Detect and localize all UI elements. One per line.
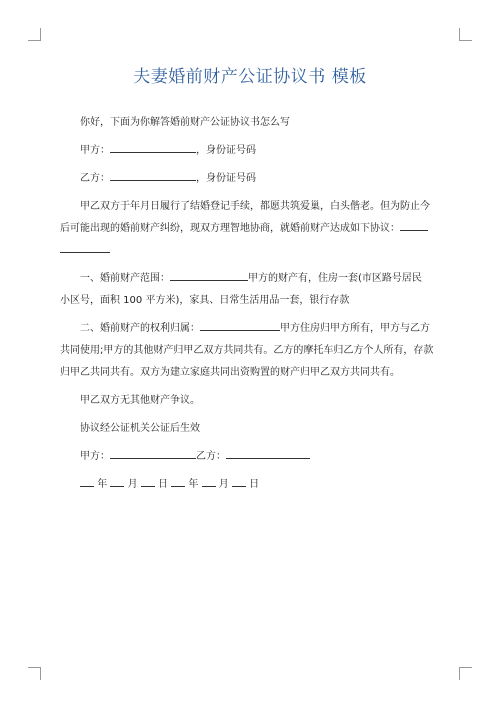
- party-a-name-blank: [110, 141, 196, 153]
- document-title: 夫妻婚前财产公证协议书 模板: [133, 67, 367, 87]
- date-2-year-blank: [171, 475, 185, 487]
- party-b-id-label: ，身份证号码: [196, 173, 256, 184]
- clause-2-line-3: 归甲乙共同共有。双方为建立家庭共同出资购置的财产归甲乙双方共同共有。: [60, 367, 400, 378]
- date-1-year-blank: [80, 475, 94, 487]
- clause-2-line-1: 甲方住房归甲方所有，甲方与乙方: [280, 323, 430, 334]
- signature-party-b-blank: [226, 447, 310, 459]
- document-body: [60, 112, 440, 496]
- clause-2-paragraph: [60, 318, 440, 384]
- date-line: [60, 474, 440, 496]
- clause-1-paragraph: [60, 268, 440, 312]
- date-1-day-label: 日: [157, 479, 168, 490]
- intro-line-2: 后可能出现的婚前财产纠纷，现双方理智地协商，就婚前财产达成如下协议：: [60, 223, 400, 234]
- date-2-year-label: 年: [188, 479, 199, 490]
- signature-line: [60, 446, 440, 468]
- party-a-line: [60, 140, 440, 162]
- date-1-month-label: 月: [127, 479, 138, 490]
- no-dispute-paragraph: [60, 390, 440, 412]
- clause-2-blank: [200, 319, 280, 331]
- greeting-text: 你好，下面为你解答婚前财产公证协议书怎么写: [80, 117, 290, 128]
- signature-party-a-label: 甲方：: [80, 451, 110, 462]
- crop-mark-bottom-right: [459, 667, 472, 680]
- date-2-day-blank: [232, 475, 246, 487]
- effective-paragraph: [60, 418, 440, 440]
- greeting-paragraph: [60, 112, 440, 134]
- signature-party-b-label: 乙方：: [196, 451, 226, 462]
- intro-blank-1: [400, 219, 428, 231]
- party-b-name-blank: [110, 169, 196, 181]
- date-2-day-label: 日: [249, 479, 260, 490]
- clause-1-blank: [170, 269, 248, 281]
- crop-mark-top-right: [459, 28, 472, 41]
- party-a-label: 甲方：: [80, 145, 110, 156]
- effective-text: 协议经公证机关公证后生效: [80, 423, 200, 434]
- party-b-label: 乙方：: [80, 173, 110, 184]
- clause-1-line-1: 甲方的财产有，住房一套(市区路号居民: [248, 273, 422, 284]
- signature-party-a-blank: [110, 447, 196, 459]
- date-1-month-blank: [110, 475, 124, 487]
- date-2-month-blank: [202, 475, 216, 487]
- party-a-id-label: ，身份证号码: [196, 145, 256, 156]
- clause-1-label: 一、婚前财产范围：: [80, 273, 170, 284]
- date-1-year-label: 年: [97, 479, 108, 490]
- date-1-day-blank: [141, 475, 155, 487]
- clause-2-line-2: 共同使用;甲方的其他财产归甲乙双方共同共有。乙方的摩托车归乙方个人所有，存款: [60, 345, 434, 356]
- party-b-line: [60, 168, 440, 190]
- crop-mark-bottom-left: [28, 667, 41, 680]
- clause-2-label: 二、婚前财产的权利归属：: [80, 323, 200, 334]
- intro-line-1: 甲乙双方于年月日履行了结婚登记手续，都愿共筑爱巢，白头偕老。但为防止今: [80, 201, 430, 212]
- date-2-month-label: 月: [218, 479, 229, 490]
- intro-blank-2: [60, 241, 110, 253]
- no-dispute-text: 甲乙双方无其他财产争议。: [80, 395, 200, 406]
- intro-paragraph: [60, 196, 440, 262]
- clause-1-line-2: 小区号，面积 100 平方米)，家具、日常生活用品一套，银行存款: [60, 295, 350, 306]
- crop-mark-top-left: [28, 28, 41, 41]
